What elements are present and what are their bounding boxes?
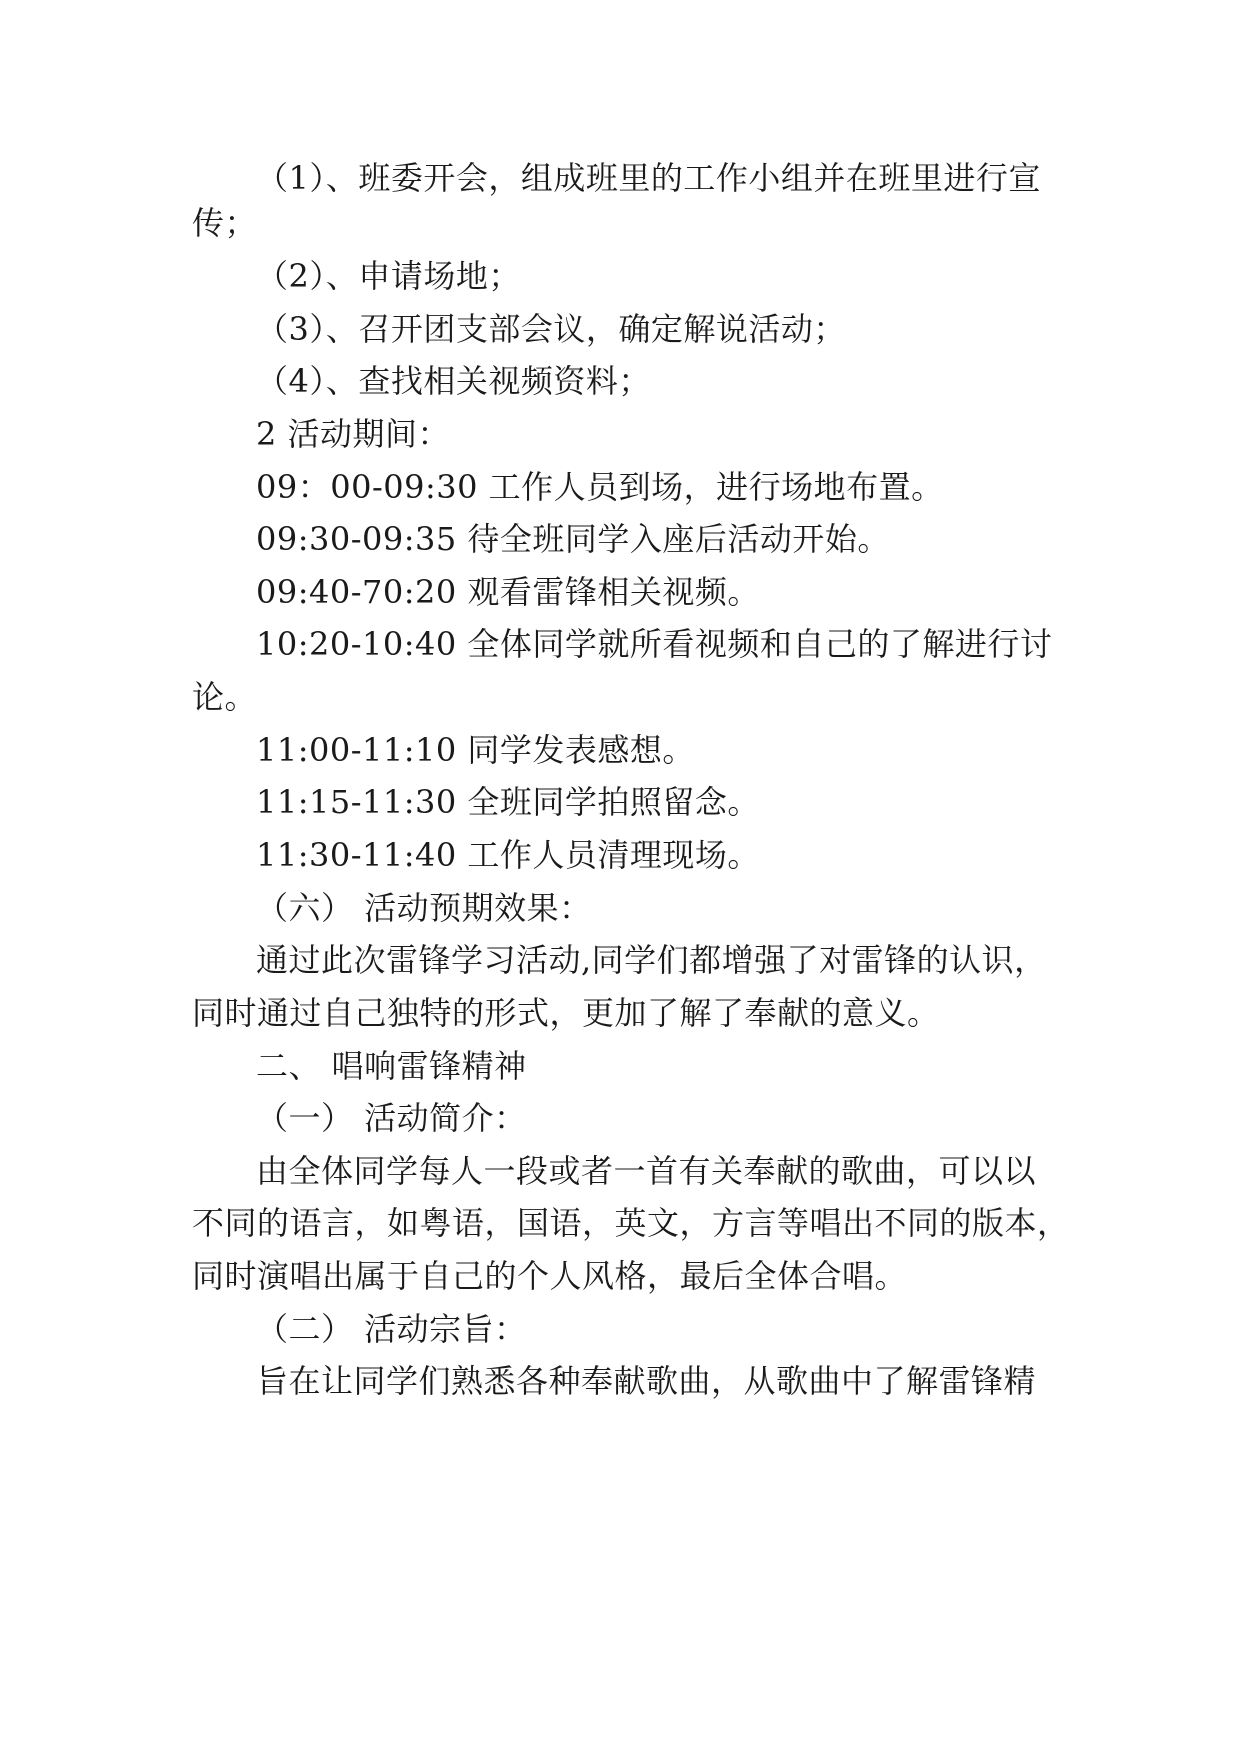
section-heading: 2 活动期间： (256, 415, 451, 453)
paragraph-line: （1）、班委开会，组成班里的工作小组并在班里进行宣 (256, 159, 1041, 197)
paragraph-line: 同时演唱出属于自己的个人风格，最后全体合唱。 (192, 1257, 908, 1295)
schedule-item: 11:30-11:40 工作人员清理现场。 (256, 836, 760, 874)
section-heading: 二、 唱响雷锋精神 (256, 1047, 527, 1085)
paragraph-line: 不同的语言，如粤语，国语，英文，方言等唱出不同的版本， (192, 1204, 1070, 1242)
schedule-item: 11:00-11:10 同学发表感想。 (256, 731, 695, 769)
paragraph-line: （3）、召开团支部会议，确定解说活动； (256, 310, 846, 348)
paragraph-line: 传； (192, 204, 258, 242)
section-heading: （二） 活动宗旨： (256, 1310, 527, 1348)
paragraph-line: （2）、申请场地； (256, 257, 521, 295)
schedule-item: 11:15-11:30 全班同学拍照留念。 (256, 783, 760, 821)
schedule-item: 09:30-09:35 待全班同学入座后活动开始。 (256, 520, 890, 558)
paragraph-line: （4）、查找相关视频资料； (256, 362, 651, 400)
schedule-item: 09：00-09:30 工作人员到场，进行场地布置。 (256, 468, 944, 506)
paragraph-line: 通过此次雷锋学习活动,同学们都增强了对雷锋的认识， (256, 941, 1047, 979)
paragraph-line: 由全体同学每人一段或者一首有关奉献的歌曲，可以以 (256, 1152, 1037, 1190)
paragraph-line: 旨在让同学们熟悉各种奉献歌曲，从歌曲中了解雷锋精 (256, 1362, 1037, 1400)
paragraph-line: 同时通过自己独特的形式，更加了解了奉献的意义。 (192, 994, 940, 1032)
schedule-item-continuation: 论。 (192, 678, 258, 716)
section-heading: （一） 活动简介： (256, 1099, 527, 1137)
section-heading: （六） 活动预期效果： (256, 889, 592, 927)
schedule-item: 10:20-10:40 全体同学就所看视频和自己的了解进行讨 (256, 625, 1053, 663)
schedule-item: 09:40-70:20 观看雷锋相关视频。 (256, 573, 760, 611)
